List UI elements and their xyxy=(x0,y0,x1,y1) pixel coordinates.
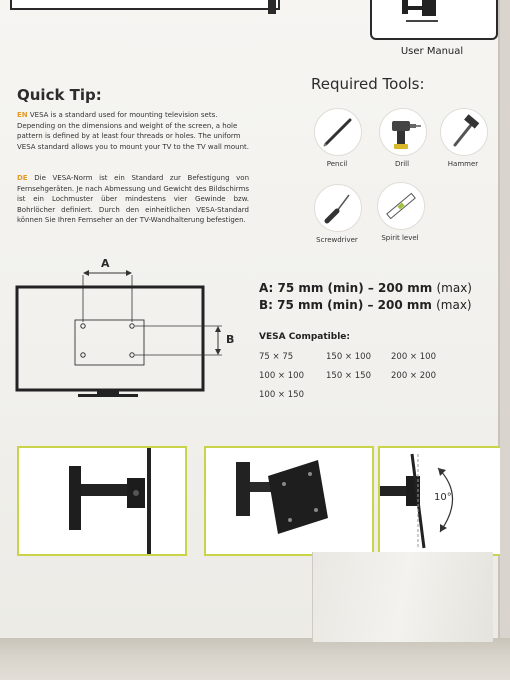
dimension-b-label: B xyxy=(226,333,235,346)
side-mount-illustration-icon xyxy=(19,448,185,554)
panel-front-mount xyxy=(204,446,374,556)
vesa-size: 150 × 150 xyxy=(326,371,371,381)
spec-b xyxy=(259,298,472,312)
spec-a-max: (max) xyxy=(436,281,472,295)
vesa-size: 75 × 75 xyxy=(259,352,294,362)
vesa-size: 200 × 200 xyxy=(391,371,436,381)
vesa-size: 100 × 100 xyxy=(259,371,304,381)
panel-side-mount xyxy=(17,446,187,556)
drill-icon xyxy=(380,109,426,155)
tilt-angle-label: 10° xyxy=(434,492,452,503)
lang-en-badge: EN xyxy=(17,111,28,119)
pencil-icon xyxy=(315,109,361,155)
quick-tip-title: Quick Tip: xyxy=(17,86,102,104)
tool-screwdriver xyxy=(314,184,362,232)
tool-label-screwdriver: Screwdriver xyxy=(316,236,358,244)
quick-tip-en-text: VESA is a standard used for mounting television sets. Depending on the dimensions and weight of the screen, a hole pattern is defined by at least four threads or holes. The uniform VESA standard allows you to mount your TV to the TV wall mount. xyxy=(17,111,249,151)
screwdriver-icon xyxy=(315,185,361,231)
top-image-edge xyxy=(268,0,276,14)
vesa-diagram xyxy=(0,250,250,410)
spec-a-range: A: 75 mm (min) – 200 mm xyxy=(259,281,433,295)
vesa-size: 150 × 100 xyxy=(326,352,371,362)
spirit-level-icon xyxy=(378,183,424,229)
tool-label-spirit-level: Spirit level xyxy=(381,234,419,242)
swivel-arm-illustration-icon xyxy=(206,448,372,554)
vesa-compatible-title: VESA Compatible: xyxy=(259,332,350,342)
tool-pencil xyxy=(314,108,362,156)
tool-spirit-level xyxy=(377,182,425,230)
spec-b-max: (max) xyxy=(436,298,472,312)
quick-tip-de-text: Die VESA-Norm ist ein Standard zur Befestigung von Fernsehgeräten. Je nach Abmessung und Gewicht des Bildschirms ist ein Lochmuster über mindestens vier Gewinde bzw. Bohrlöcher definiert. Durch den einheitlichen VESA-Standard können Sie Ihren Fernseher an der TV-Wandhalterung befestigen. xyxy=(17,174,250,224)
required-tools-title: Required Tools: xyxy=(311,75,425,93)
spec-a xyxy=(259,281,472,295)
lang-de-badge: DE xyxy=(17,174,28,182)
quick-tip-en xyxy=(17,110,249,152)
spec-b-range: B: 75 mm (min) – 200 mm xyxy=(259,298,432,312)
tool-drill xyxy=(379,108,427,156)
quick-tip-de xyxy=(17,173,249,226)
vesa-size: 100 × 150 xyxy=(259,390,304,400)
vesa-size: 200 × 100 xyxy=(391,352,436,362)
tool-hammer xyxy=(440,108,488,156)
user-manual-label: User Manual xyxy=(400,46,464,57)
box-flap xyxy=(312,552,493,642)
tool-label-drill: Drill xyxy=(394,160,410,168)
top-image-frame xyxy=(10,0,280,10)
tool-label-pencil: Pencil xyxy=(326,160,348,168)
panel-tilt xyxy=(378,446,500,556)
tool-label-hammer: Hammer xyxy=(447,160,479,168)
table-surface xyxy=(0,638,510,680)
hammer-icon xyxy=(441,109,487,155)
mount-thumbnail-icon xyxy=(400,0,440,24)
dimension-a-label: A xyxy=(101,257,110,270)
